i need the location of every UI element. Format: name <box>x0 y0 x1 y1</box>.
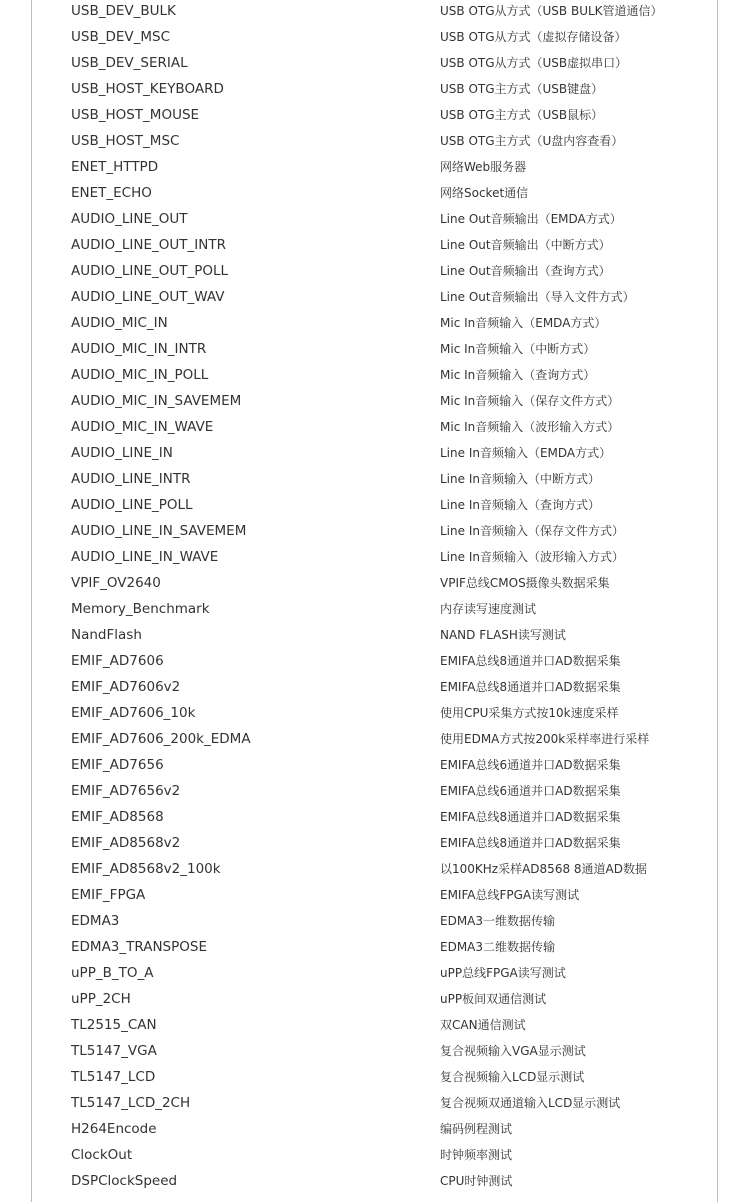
table-row <box>0 154 750 180</box>
example-description: VPIF总线CMOS摄像头数据采集 <box>440 576 610 590</box>
example-description: EDMA3一维数据传输 <box>440 914 556 928</box>
example-name: uPP_2CH <box>71 991 131 1007</box>
table-row <box>0 414 750 440</box>
example-name: AUDIO_MIC_IN <box>71 315 168 331</box>
table-row <box>0 50 750 76</box>
table-row <box>0 466 750 492</box>
example-name: EMIF_AD7606_200k_EDMA <box>71 731 251 747</box>
example-description: 以100KHz采样AD8568 8通道AD数据 <box>440 862 647 876</box>
example-name: DSPClockSpeed <box>71 1173 178 1189</box>
table-row <box>0 1116 750 1142</box>
example-name: EDMA3 <box>71 913 120 929</box>
example-description: 复合视频输入LCD显示测试 <box>440 1070 585 1084</box>
table-row <box>0 700 750 726</box>
example-name: EMIF_AD7656 <box>71 757 164 773</box>
table-row <box>0 804 750 830</box>
example-description: Line In音频输入（查询方式） <box>440 498 600 512</box>
example-description: EMIFA总线8通道并口AD数据采集 <box>440 680 621 694</box>
example-name: H264Encode <box>71 1121 157 1137</box>
table-row <box>0 908 750 934</box>
example-description: Mic In音频输入（波形输入方式） <box>440 420 620 434</box>
example-name: USB_DEV_SERIAL <box>71 55 188 71</box>
example-description: Mic In音频输入（保存文件方式） <box>440 394 620 408</box>
example-description: 编码例程测试 <box>440 1122 513 1136</box>
example-description: Mic In音频输入（中断方式） <box>440 342 596 356</box>
example-name: EMIF_AD8568 <box>71 809 164 825</box>
table-row <box>0 76 750 102</box>
example-name: TL5147_LCD_2CH <box>71 1095 191 1111</box>
example-description: Line In音频输入（波形输入方式） <box>440 550 624 564</box>
example-description: Line In音频输入（EMDA方式） <box>440 446 612 460</box>
example-name: ENET_ECHO <box>71 185 152 201</box>
example-description: USB OTG主方式（U盘内容查看） <box>440 134 624 148</box>
example-name: AUDIO_LINE_IN_SAVEMEM <box>71 523 247 539</box>
example-name: EMIF_AD7606 <box>71 653 164 669</box>
example-description: Line In音频输入（保存文件方式） <box>440 524 624 538</box>
example-description: 内存读写速度测试 <box>440 602 537 616</box>
example-description: USB OTG主方式（USB鼠标） <box>440 108 604 122</box>
example-name: AUDIO_LINE_OUT_WAV <box>71 289 225 305</box>
table-row <box>0 960 750 986</box>
example-name: TL5147_VGA <box>71 1043 157 1059</box>
table-row <box>0 128 750 154</box>
example-description: Line Out音频输出（中断方式） <box>440 238 611 252</box>
example-name: AUDIO_LINE_OUT_POLL <box>71 263 229 279</box>
example-description: 网络Socket通信 <box>440 186 529 200</box>
example-description: EMIFA总线6通道并口AD数据采集 <box>440 784 621 798</box>
example-name: EMIF_FPGA <box>71 887 146 903</box>
table-row <box>0 206 750 232</box>
table-row <box>0 24 750 50</box>
table-row <box>0 986 750 1012</box>
table-row <box>0 232 750 258</box>
example-name: VPIF_OV2640 <box>71 575 161 591</box>
example-name: uPP_B_TO_A <box>71 965 154 981</box>
example-name: AUDIO_LINE_OUT <box>71 211 188 227</box>
table-row <box>0 102 750 128</box>
table-row <box>0 1168 750 1194</box>
table-row <box>0 180 750 206</box>
example-description: CPU时钟测试 <box>440 1174 513 1188</box>
example-description: Line Out音频输出（EMDA方式） <box>440 212 622 226</box>
example-name: USB_HOST_MOUSE <box>71 107 200 123</box>
example-description: 使用CPU采集方式按10k速度采样 <box>440 706 619 720</box>
example-description: EMIFA总线FPGA读写测试 <box>440 888 580 902</box>
table-row <box>0 726 750 752</box>
example-name: AUDIO_MIC_IN_INTR <box>71 341 207 357</box>
table-row <box>0 1090 750 1116</box>
example-description: 复合视频双通道输入LCD显示测试 <box>440 1096 621 1110</box>
example-description: 使用EDMA方式按200k采样率进行采样 <box>440 732 650 746</box>
example-description: uPP板间双通信测试 <box>440 992 547 1006</box>
table-row <box>0 1038 750 1064</box>
example-name: EDMA3_TRANSPOSE <box>71 939 207 955</box>
table-row <box>0 440 750 466</box>
example-name: EMIF_AD8568v2_100k <box>71 861 221 877</box>
table-row <box>0 882 750 908</box>
table-row <box>0 544 750 570</box>
example-name: AUDIO_LINE_POLL <box>71 497 193 513</box>
example-description: NAND FLASH读写测试 <box>440 628 566 642</box>
example-name: AUDIO_MIC_IN_WAVE <box>71 419 214 435</box>
example-description: uPP总线FPGA读写测试 <box>440 966 566 980</box>
example-name: EMIF_AD8568v2 <box>71 835 181 851</box>
table-row <box>0 570 750 596</box>
example-name: EMIF_AD7656v2 <box>71 783 181 799</box>
example-description: Mic In音频输入（EMDA方式） <box>440 316 607 330</box>
example-description: 网络Web服务器 <box>440 160 527 174</box>
example-description: EMIFA总线8通道并口AD数据采集 <box>440 836 621 850</box>
example-name: ENET_HTTPD <box>71 159 159 175</box>
table-row <box>0 310 750 336</box>
example-description: 复合视频输入VGA显示测试 <box>440 1044 586 1058</box>
table-row <box>0 1012 750 1038</box>
table-row <box>0 648 750 674</box>
example-name: TL2515_CAN <box>71 1017 157 1033</box>
example-description: USB OTG主方式（USB键盘） <box>440 82 604 96</box>
example-description: Line In音频输入（中断方式） <box>440 472 600 486</box>
example-description: Line Out音频输出（查询方式） <box>440 264 611 278</box>
example-name: TL5147_LCD <box>71 1069 156 1085</box>
table-row <box>0 258 750 284</box>
table-row <box>0 492 750 518</box>
table-row <box>0 518 750 544</box>
example-name: Memory_Benchmark <box>71 601 210 617</box>
table-row <box>0 596 750 622</box>
example-name: USB_DEV_BULK <box>71 3 176 19</box>
example-description: Line Out音频输出（导入文件方式） <box>440 290 635 304</box>
example-description: EMIFA总线8通道并口AD数据采集 <box>440 810 621 824</box>
example-name: USB_HOST_KEYBOARD <box>71 81 224 97</box>
table-row <box>0 674 750 700</box>
table-row <box>0 336 750 362</box>
example-name: AUDIO_LINE_INTR <box>71 471 191 487</box>
example-name: ClockOut <box>71 1147 133 1163</box>
example-name: AUDIO_MIC_IN_SAVEMEM <box>71 393 242 409</box>
table-row <box>0 388 750 414</box>
table-row <box>0 362 750 388</box>
example-description: USB OTG从方式（USB BULK管道通信） <box>440 4 663 18</box>
example-name: EMIF_AD7606_10k <box>71 705 196 721</box>
example-name: USB_HOST_MSC <box>71 133 180 149</box>
table-row <box>0 856 750 882</box>
example-name: AUDIO_LINE_OUT_INTR <box>71 237 226 253</box>
example-description: Mic In音频输入（查询方式） <box>440 368 596 382</box>
table-row <box>0 752 750 778</box>
table-row <box>0 622 750 648</box>
table-row <box>0 284 750 310</box>
example-description: 时钟频率测试 <box>440 1148 513 1162</box>
example-description: USB OTG从方式（虚拟存储设备） <box>440 30 627 44</box>
example-name: AUDIO_LINE_IN <box>71 445 173 461</box>
example-name: EMIF_AD7606v2 <box>71 679 181 695</box>
example-description: EMIFA总线8通道并口AD数据采集 <box>440 654 621 668</box>
example-description: EDMA3二维数据传输 <box>440 940 556 954</box>
table-row <box>0 1142 750 1168</box>
table-row <box>0 830 750 856</box>
example-name: AUDIO_LINE_IN_WAVE <box>71 549 219 565</box>
table-row <box>0 778 750 804</box>
table-row <box>0 934 750 960</box>
example-name: NandFlash <box>71 627 142 643</box>
example-name: USB_DEV_MSC <box>71 29 171 45</box>
table-row <box>0 0 750 24</box>
example-name: AUDIO_MIC_IN_POLL <box>71 367 209 383</box>
table-row <box>0 1064 750 1090</box>
example-description: 双CAN通信测试 <box>440 1018 526 1032</box>
example-description: USB OTG从方式（USB虚拟串口） <box>440 56 628 70</box>
example-description: EMIFA总线6通道并口AD数据采集 <box>440 758 621 772</box>
